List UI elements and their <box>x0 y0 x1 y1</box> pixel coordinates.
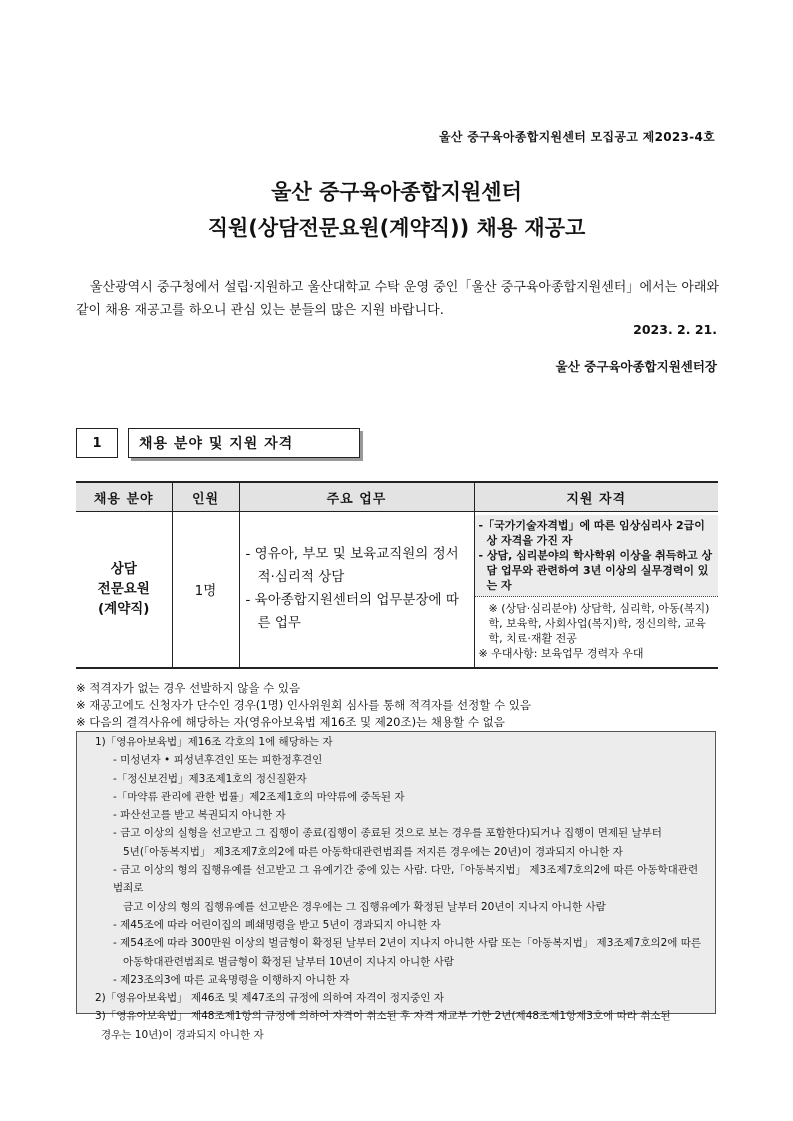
note-item: ※ 재공고에도 신청자가 단수인 경우(1명) 인사위원회 심사를 통해 적격자를 선정할 수 있음 <box>76 698 531 712</box>
disq-sub-item: - 미성년자 • 피성년후견인 또는 피한정후견인 <box>113 754 323 767</box>
disq-sub-item-cont: 금고 이상의 형의 집행유예를 선고받은 경우에는 그 집행유예가 확정된 날부터 20년이 지나지 아니한 사람 <box>123 900 606 913</box>
table-header-row <box>76 482 718 512</box>
field-line: 전문요원 <box>97 581 150 598</box>
disq-item: 3)「영유아보육법」 제48조제1항의 규정에 의하여 자격이 취소된 후 자격 재교부 기한 2년(제48조제1항제3호에 따라 취소된 <box>95 1010 671 1023</box>
notes-list <box>76 680 531 731</box>
cell-count: 1명 <box>172 512 239 668</box>
page-title-line2: 직원(상담전문요원(계약직)) 채용 재공고 <box>207 216 586 240</box>
qualification-item: -「국가기술자격법」에 따른 임상심리사 2급이상 자격을 가진 자 <box>478 518 705 547</box>
disq-item: 2)「영유아보육법」 제46조 및 제47조의 규정에 의하여 자격이 정지중인 자 <box>95 992 444 1005</box>
intro-paragraph <box>76 276 719 322</box>
disq-sub-item: - 제54조에 따라 300만원 이상의 벌금형이 확정된 날부터 2년이 지나지 아니한 사람 또는「아동복지법」 제3조제7호의2에 따른 <box>113 937 702 950</box>
signature: 울산 중구육아종합지원센터장 <box>555 359 717 374</box>
disq-sub-item: -「정신보건법」제3조제1호의 정신질환자 <box>113 772 307 785</box>
qualification-notes <box>475 597 719 664</box>
disq-item-cont: 경우는 10년)이 경과되지 아니한 자 <box>101 1028 264 1041</box>
cell-qualifications <box>474 512 718 668</box>
disq-sub-item: - 제23조의3에 따른 교육명령을 이행하지 아니한 자 <box>113 973 350 986</box>
qualification-requirements <box>475 515 719 597</box>
notice-date: 2023. 2. 21. <box>633 322 717 337</box>
duty-item: - 육아종합지원센터의 업무분장에 따른 업무 <box>245 592 459 632</box>
disq-sub-item: - 제45조에 따라 어린이집의 폐쇄명령을 받고 5년이 경과되지 아니한 자 <box>113 918 441 931</box>
note-item: ※ 적격자가 없는 경우 선발하지 않을 수 있음 <box>76 681 301 695</box>
duty-item: - 영유아, 부모 및 보육교직원의 정서적·심리적 상담 <box>245 546 459 586</box>
cell-duties <box>239 512 474 668</box>
disq-sub-item: -「마약류 관리에 관한 법률」제2조제1호의 마약류에 중독된 자 <box>113 790 405 803</box>
page-title-line1: 울산 중구육아종합지원센터 <box>271 180 522 204</box>
cell-field <box>76 512 172 668</box>
disq-sub-item-cont: 5년(「아동복지법」 제3조제7호의2에 따른 아동학대관련범죄를 저지른 경우에는 20년)이 경과되지 아니한 자 <box>123 845 623 858</box>
table-row <box>76 512 718 668</box>
notice-id: 울산 중구육아종합지원센터 모집공고 제2023-4호 <box>438 130 715 144</box>
header-count: 인원 <box>172 482 239 512</box>
field-line: (계약직) <box>98 601 150 618</box>
disq-sub-item: - 금고 이상의 형의 집행유예를 선고받고 그 유예기간 중에 있는 사람. 다만,「아동복지법」 제3조제7호의2에 따른 아동학대관련범죄로 <box>113 864 699 895</box>
recruitment-table <box>76 481 718 669</box>
majors-note: ※ (상담·심리분야) 상담학, 심리학, 아동(복지)학, 보육학, 사회사업(복지)학, 정신의학, 교육학, 치료·재활 전공 <box>488 601 710 645</box>
header-duties: 주요 업무 <box>239 482 474 512</box>
intro-text: 울산광역시 중구청에서 설립·지원하고 울산대학교 수탁 운영 중인「울산 중구육아종합지원센터」에서는 아래와 같이 채용 재공고를 하오니 관심 있는 분들의 많은 지원 바랍니다. <box>76 280 719 318</box>
section-title: 채용 분야 및 지원 자격 <box>128 428 360 458</box>
field-line: 상담 <box>110 561 137 578</box>
header-qualifications: 지원 자격 <box>474 482 718 512</box>
disq-sub-item-cont: 아동학대관련범죄로 벌금형이 확정된 날부터 10년이 지나지 아니한 사람 <box>123 955 454 968</box>
preference-note: ※ 우대사항: 보육업무 경력자 우대 <box>478 646 644 660</box>
disq-sub-item: - 파산선고를 받고 복권되지 아니한 자 <box>113 809 286 822</box>
qualification-item: - 상담, 심리분야의 학사학위 이상을 취득하고 상담 업무와 관련하여 3년 이상의 실무경력이 있는 자 <box>478 548 713 592</box>
section-number: 1 <box>76 428 118 458</box>
note-item: ※ 다음의 결격사유에 해당하는 자(영유아보육법 제16조 및 제20조)는 채용할 수 없음 <box>76 715 505 729</box>
disqualification-box <box>76 731 716 1041</box>
disq-item: 1)「영유아보육법」제16조 각호의 1에 해당하는 자 <box>95 736 333 748</box>
header-field: 채용 분야 <box>76 482 172 512</box>
disq-sub-item: - 금고 이상의 실형을 선고받고 그 집행이 종료(집행이 종료된 것으로 보는 경우를 포함한다)되거나 집행이 면제된 날부터 <box>113 827 662 840</box>
